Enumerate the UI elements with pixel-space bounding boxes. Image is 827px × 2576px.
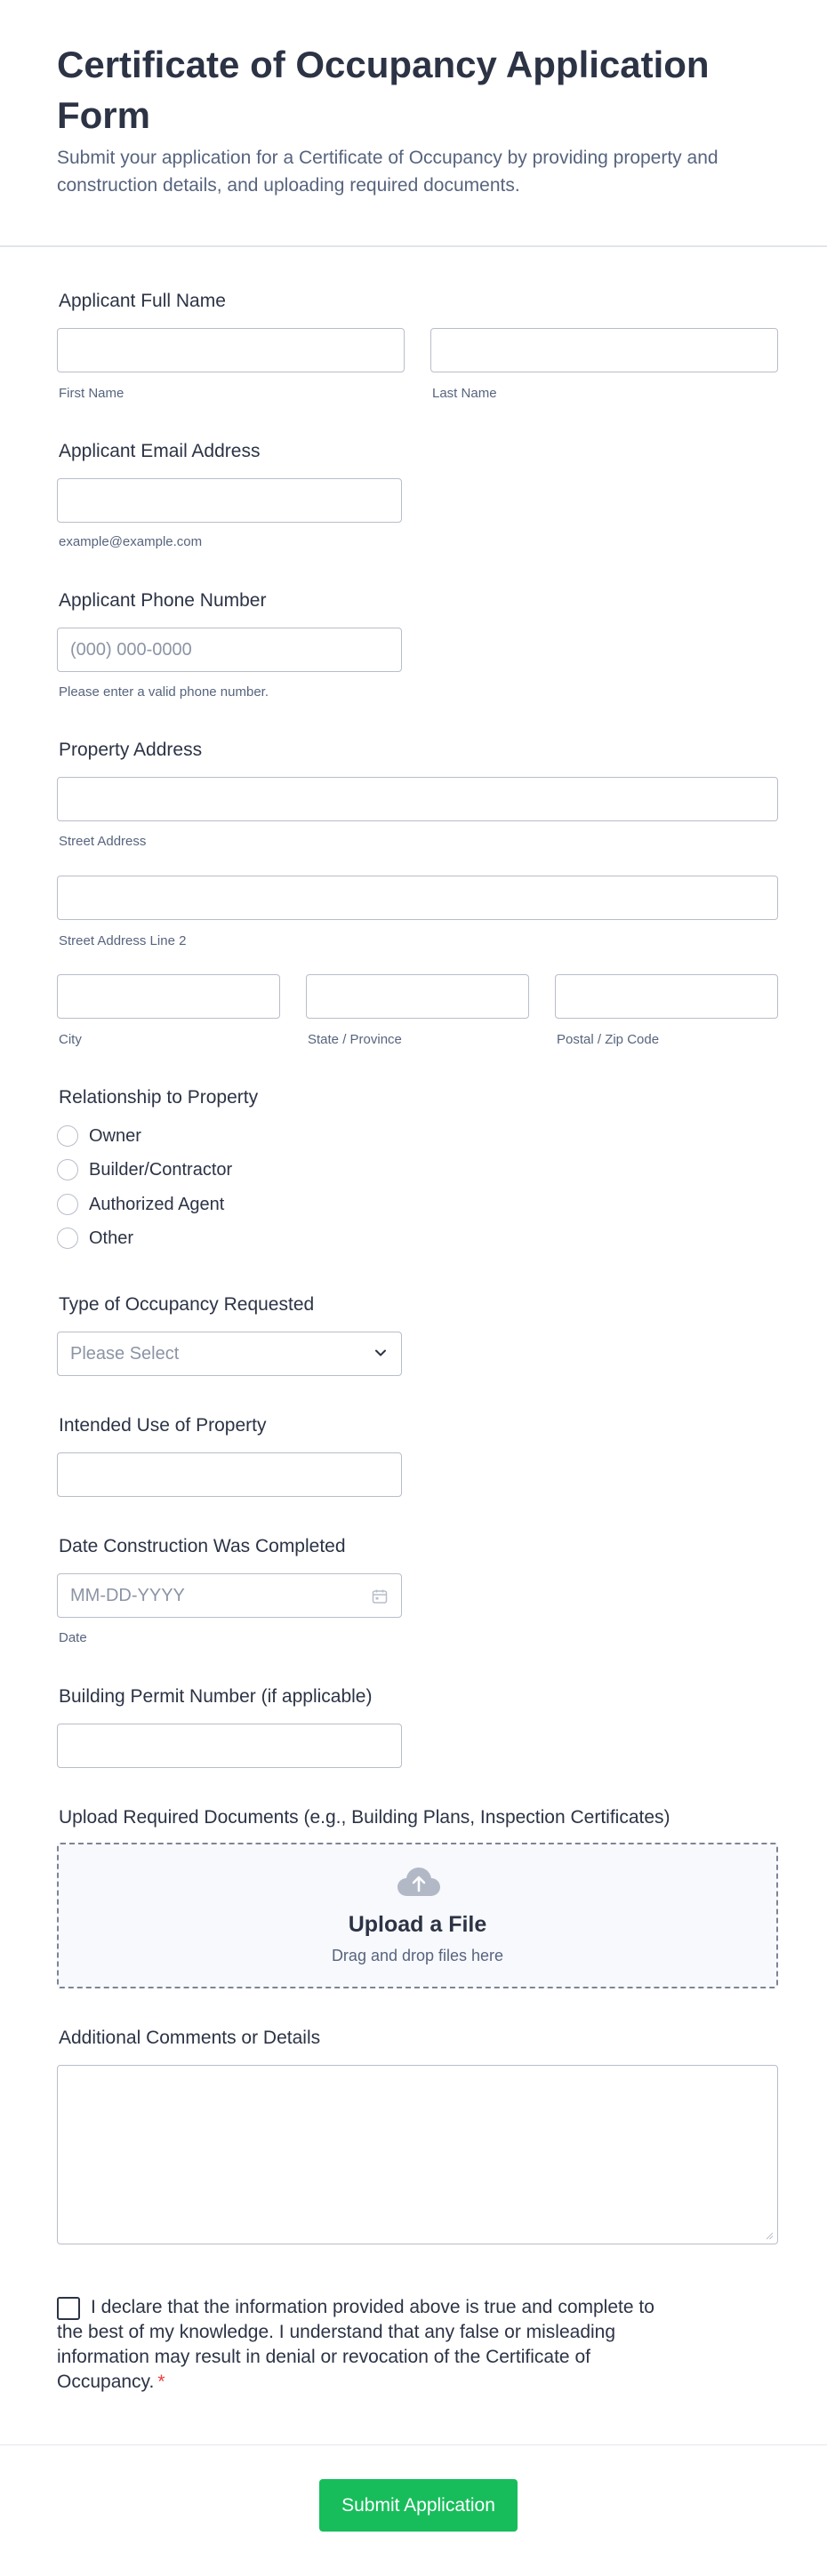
- radio-circle[interactable]: [57, 1125, 78, 1147]
- address-label: Property Address: [59, 740, 203, 760]
- radio-label: Owner: [89, 1125, 141, 1146]
- intended-use-label: Intended Use of Property: [59, 1415, 267, 1436]
- city-input[interactable]: [57, 974, 280, 1019]
- completion-date-label: Date Construction Was Completed: [59, 1536, 346, 1556]
- declaration-label: I declare that the information provided above is true and complete to the best of my knowledge. I understand that any false or misleading information may result in denial or revocation of the Certificate of Occupancy.: [57, 2297, 654, 2392]
- occupancy-type-label: Type of Occupancy Requested: [59, 1294, 315, 1315]
- radio-option-other[interactable]: [57, 1228, 133, 1249]
- permit-number-label: Building Permit Number (if applicable): [59, 1686, 373, 1707]
- upload-label: Upload Required Documents (e.g., Building Plans, Inspection Certificates): [59, 1807, 670, 1828]
- completion-date-sublabel: Date: [59, 1630, 87, 1645]
- radio-option-owner[interactable]: [57, 1125, 141, 1147]
- upload-title: Upload a File: [348, 1912, 487, 1937]
- radio-circle[interactable]: [57, 1159, 78, 1180]
- city-sublabel: City: [59, 1032, 82, 1047]
- declaration-text: [57, 2295, 670, 2395]
- email-input[interactable]: [57, 478, 402, 523]
- radio-option-agent[interactable]: [57, 1194, 224, 1215]
- email-sublabel: example@example.com: [59, 534, 203, 549]
- last-name-input[interactable]: [430, 328, 778, 372]
- street-address-input[interactable]: [57, 777, 778, 821]
- required-asterisk: *: [157, 2372, 165, 2392]
- upload-subtitle: Drag and drop files here: [331, 1947, 504, 1964]
- resize-grip-icon[interactable]: [765, 2231, 774, 2240]
- last-name-sublabel: Last Name: [432, 386, 497, 401]
- intended-use-input[interactable]: [57, 1452, 402, 1497]
- radio-label: Builder/Contractor: [89, 1159, 233, 1180]
- occupancy-type-select[interactable]: [57, 1332, 402, 1376]
- relationship-label: Relationship to Property: [59, 1087, 259, 1108]
- form-title: Certificate of Occupancy Application Form: [57, 44, 710, 136]
- phone-label: Applicant Phone Number: [59, 590, 267, 611]
- form-header: [0, 0, 827, 247]
- radio-circle[interactable]: [57, 1228, 78, 1249]
- calendar-icon[interactable]: [371, 1588, 389, 1605]
- radio-circle[interactable]: [57, 1194, 78, 1215]
- radio-option-builder[interactable]: [57, 1159, 232, 1180]
- zip-input[interactable]: [555, 974, 778, 1019]
- select-placeholder: Please Select: [70, 1343, 180, 1364]
- cloud-upload-icon: [397, 1866, 441, 1898]
- email-label: Applicant Email Address: [59, 441, 261, 461]
- chevron-down-icon: [373, 1345, 389, 1361]
- first-name-sublabel: First Name: [59, 386, 124, 401]
- first-name-input[interactable]: [57, 328, 405, 372]
- street-address-line2-input[interactable]: [57, 876, 778, 920]
- full-name-label: Applicant Full Name: [59, 291, 226, 311]
- completion-date-input[interactable]: [57, 1573, 402, 1618]
- phone-sublabel: Please enter a valid phone number.: [59, 684, 269, 700]
- submit-button[interactable]: Submit Application: [319, 2479, 518, 2532]
- file-upload-dropzone[interactable]: [57, 1843, 778, 1988]
- comments-label: Additional Comments or Details: [59, 2028, 321, 2048]
- footer-divider: [0, 2444, 827, 2445]
- zip-sublabel: Postal / Zip Code: [557, 1032, 660, 1047]
- radio-label: Authorized Agent: [89, 1194, 225, 1214]
- street-address-sublabel: Street Address: [59, 834, 147, 849]
- permit-number-input[interactable]: [57, 1724, 402, 1768]
- street-address-line2-sublabel: Street Address Line 2: [59, 933, 187, 948]
- comments-textarea[interactable]: [57, 2065, 778, 2244]
- radio-label: Other: [89, 1228, 134, 1248]
- state-input[interactable]: [306, 974, 529, 1019]
- form-subtitle: Submit your application for a Certificate of Occupancy by providing property and construction details, and uploading required documents.: [57, 148, 719, 196]
- state-sublabel: State / Province: [308, 1032, 402, 1047]
- phone-input[interactable]: (000) 000-0000: [57, 628, 402, 672]
- date-placeholder: MM-DD-YYYY: [70, 1585, 185, 1605]
